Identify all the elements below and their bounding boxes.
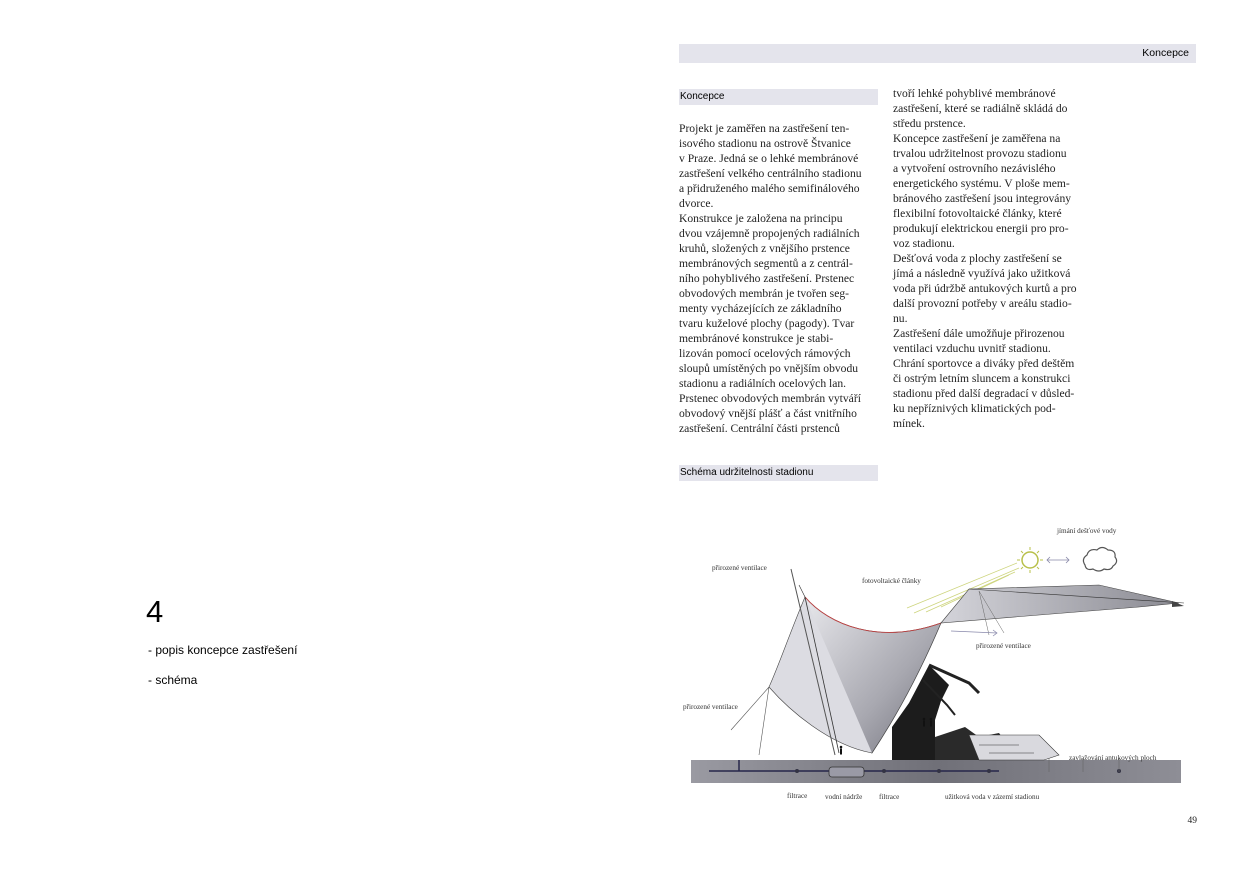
text-line-right: Zastřešení dále umožňuje přirozenou bbox=[893, 327, 1065, 340]
sustainability-diagram bbox=[679, 515, 1196, 805]
text-line-right: flexibilní fotovoltaické články, které bbox=[893, 207, 1062, 220]
text-line-left: zastřešení. Centrální části prstenců bbox=[679, 422, 840, 435]
text-line-right: či ostrým letním sluncem a konstrukci bbox=[893, 372, 1071, 385]
text-line-left: Konstrukce je založena na principu bbox=[679, 212, 843, 225]
text-line-left: obvodových membrán je tvořen seg- bbox=[679, 287, 849, 300]
running-header bbox=[679, 44, 1196, 63]
double-arrow-icon bbox=[1047, 557, 1069, 563]
text-line-right: a vytvoření ostrovního nezávislého bbox=[893, 162, 1056, 175]
text-line-left: dvou vzájemně propojených radiálních bbox=[679, 227, 860, 240]
text-line-left: zastřešení velkého centrálního stadionu bbox=[679, 167, 862, 180]
text-line-right: další provozní potřeby v areálu stadio- bbox=[893, 297, 1072, 310]
label-vent-left: přirozené ventilace bbox=[683, 703, 738, 711]
text-line-right: bránového zastřešení jsou integrovány bbox=[893, 192, 1072, 205]
text-line-right: voda při údržbě antukových kurtů a pro bbox=[893, 282, 1077, 295]
text-line-left: dvorce. bbox=[679, 197, 714, 210]
text-line-left: sloupů umístěných po vnějším obvodu bbox=[679, 362, 859, 375]
running-header-title: Koncepce bbox=[1142, 47, 1189, 59]
text-line-right: jímá a následně využívá jako užitková bbox=[893, 267, 1071, 280]
text-line-right: zastřešení, které se radiálně skládá do bbox=[893, 102, 1068, 115]
text-line-left: v Praze. Jedná se o lehké membránové bbox=[679, 152, 859, 165]
text-line-right: středu prstence. bbox=[893, 117, 966, 130]
chapter-item-concept: - popis koncepce zastřešení bbox=[148, 643, 298, 657]
text-line-left: isového stadionu na ostrově Štvanice bbox=[679, 137, 851, 150]
text-line-right: voz stadionu. bbox=[893, 237, 955, 250]
text-line-left: membránové konstrukce je stabi- bbox=[679, 332, 834, 345]
text-column-right bbox=[893, 86, 1103, 431]
cloud-icon bbox=[1083, 548, 1116, 572]
section-label-concept: Koncepce bbox=[679, 89, 878, 105]
text-line-right: stadionu před další degradací v důsled- bbox=[893, 387, 1075, 400]
text-line-left: kruhů, složených z vnějšího prstence bbox=[679, 242, 850, 255]
text-line-left: tvaru kuželové plochy (pagody). Tvar bbox=[679, 317, 855, 330]
text-line-right: ventilaci vzduchu uvnitř stadionu. bbox=[893, 342, 1051, 355]
text-line-right: produkují elektrickou energii pro pro- bbox=[893, 222, 1069, 235]
label-filtration-1: filtrace bbox=[787, 792, 808, 800]
text-line-left: Projekt je zaměřen na zastřešení ten- bbox=[679, 122, 850, 135]
text-line-right: trvalou udržitelnost provozu stadionu bbox=[893, 147, 1067, 160]
label-vent-top: přirozené ventilace bbox=[712, 564, 767, 572]
water-tank bbox=[829, 767, 864, 777]
chapter-number: 4 bbox=[146, 594, 164, 629]
label-vent-right: přirozené ventilace bbox=[976, 642, 1031, 650]
label-rain-collection: jímání dešťové vody bbox=[1057, 527, 1117, 535]
label-photovoltaic: fotovoltaické články bbox=[862, 577, 921, 585]
text-line-right: tvoří lehké pohyblivé membránové bbox=[893, 87, 1056, 100]
text-line-right: Chrání sportovce a diváky před deštěm bbox=[893, 357, 1075, 370]
text-line-left: menty vycházejících ze základního bbox=[679, 302, 842, 315]
sun-icon bbox=[1017, 547, 1043, 573]
label-filtration-2: filtrace bbox=[879, 793, 900, 801]
text-line-left: stadionu a radiálních ocelových lan. bbox=[679, 377, 847, 390]
text-line-left: ního pohyblivého zastřešení. Prstenec bbox=[679, 272, 855, 285]
section-label-scheme: Schéma udržitelnosti stadionu bbox=[679, 465, 878, 481]
text-line-right: Koncepce zastřešení je zaměřena na bbox=[893, 132, 1061, 145]
label-water-tank: vodní nádrže bbox=[825, 793, 863, 801]
text-column-left bbox=[679, 121, 884, 436]
text-line-right: nu. bbox=[893, 312, 908, 325]
text-line-left: obvodový vnější plášť a část vnitřního bbox=[679, 407, 857, 420]
label-irrigation: zavlažování antukových ploch bbox=[1069, 754, 1157, 762]
text-line-right: energetického systému. V ploše mem- bbox=[893, 177, 1070, 190]
text-line-left: membránových segmentů a z centrál- bbox=[679, 257, 853, 270]
chapter-item-scheme: - schéma bbox=[148, 673, 198, 687]
text-line-left: lizován pomocí ocelových rámových bbox=[679, 347, 851, 360]
text-line-right: ku nepříznivých klimatických pod- bbox=[893, 402, 1056, 415]
text-line-right: mínek. bbox=[893, 417, 925, 430]
text-line-left: Prstenec obvodových membrán vytváří bbox=[679, 392, 861, 405]
text-line-right: Dešťová voda z plochy zastřešení se bbox=[893, 252, 1062, 265]
text-line-left: a přidruženého malého semifinálového bbox=[679, 182, 860, 195]
label-service-water: užitková voda v zázemí stadionu bbox=[945, 793, 1040, 801]
page-number: 49 bbox=[1187, 816, 1197, 826]
